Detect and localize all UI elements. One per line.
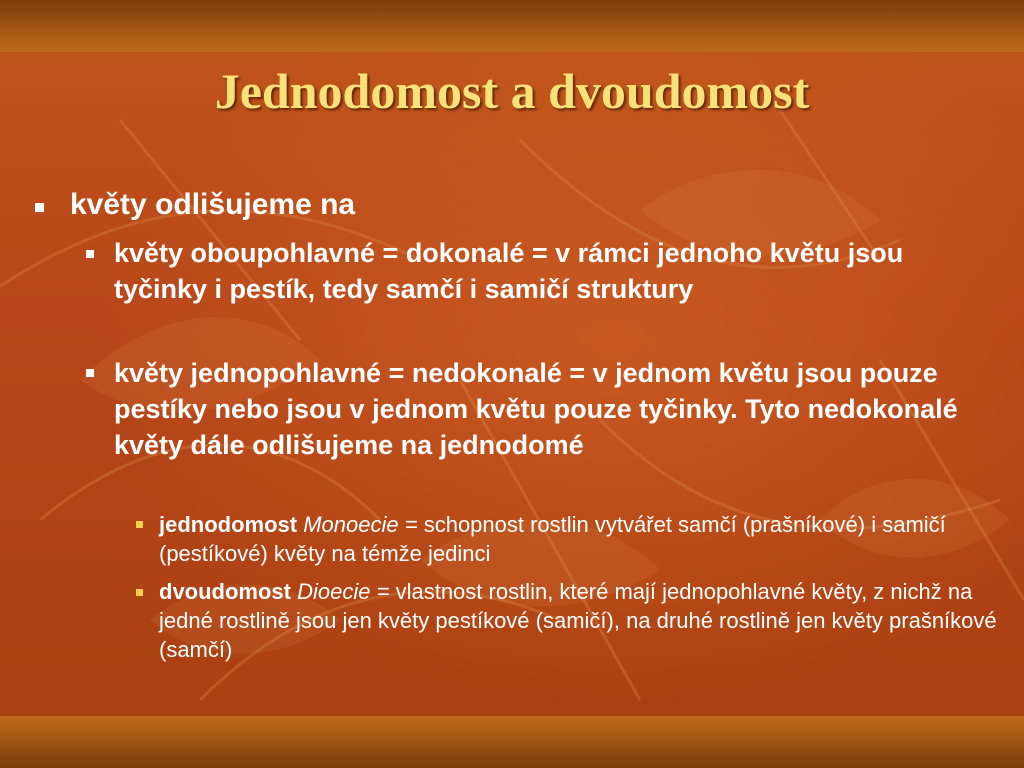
term-label: jednodomost bbox=[159, 512, 298, 537]
bullet-level1-text: květy odlišujeme na bbox=[70, 188, 356, 221]
latin-term: Dioecie = bbox=[297, 579, 390, 604]
definition-text: vlastnost rostlin, které mají jednopohlavné květy, z nichž na jedné rostlině jsou jen květy pestíkové (samičí), na druhé rostlině jen květy prašníkové (samčí) bbox=[159, 579, 997, 662]
bullet-level2-text: květy oboupohlavné = dokonalé = v rámci jednoho květu jsou tyčinky i pestík, tedy samčí i samičí struktury bbox=[114, 238, 904, 304]
definition-text: schopnost rostlin vytvářet samčí (prašníkové) i samičí (pestíkové) květy na témže jedinci bbox=[159, 512, 946, 566]
square-bullet-icon bbox=[136, 589, 143, 596]
bullet-level2-text: květy jednopohlavné = nedokonalé = v jednom květu jsou pouze pestíky nebo jsou v jednom květu pouze tyčinky. Tyto nedokonalé květy dále odlišujeme na jednodomé bbox=[114, 358, 958, 460]
square-bullet-icon bbox=[86, 369, 94, 377]
square-bullet-icon bbox=[35, 203, 44, 212]
square-bullet-icon bbox=[86, 250, 94, 258]
bullet-level3-item bbox=[159, 577, 1009, 664]
slide-title: Jednodomost a dvoudomost bbox=[214, 63, 810, 119]
latin-term: Monoecie = bbox=[303, 512, 418, 537]
square-bullet-icon bbox=[136, 521, 143, 528]
term-label: dvoudomost bbox=[159, 579, 291, 604]
bullet-level3-item bbox=[159, 510, 1009, 568]
